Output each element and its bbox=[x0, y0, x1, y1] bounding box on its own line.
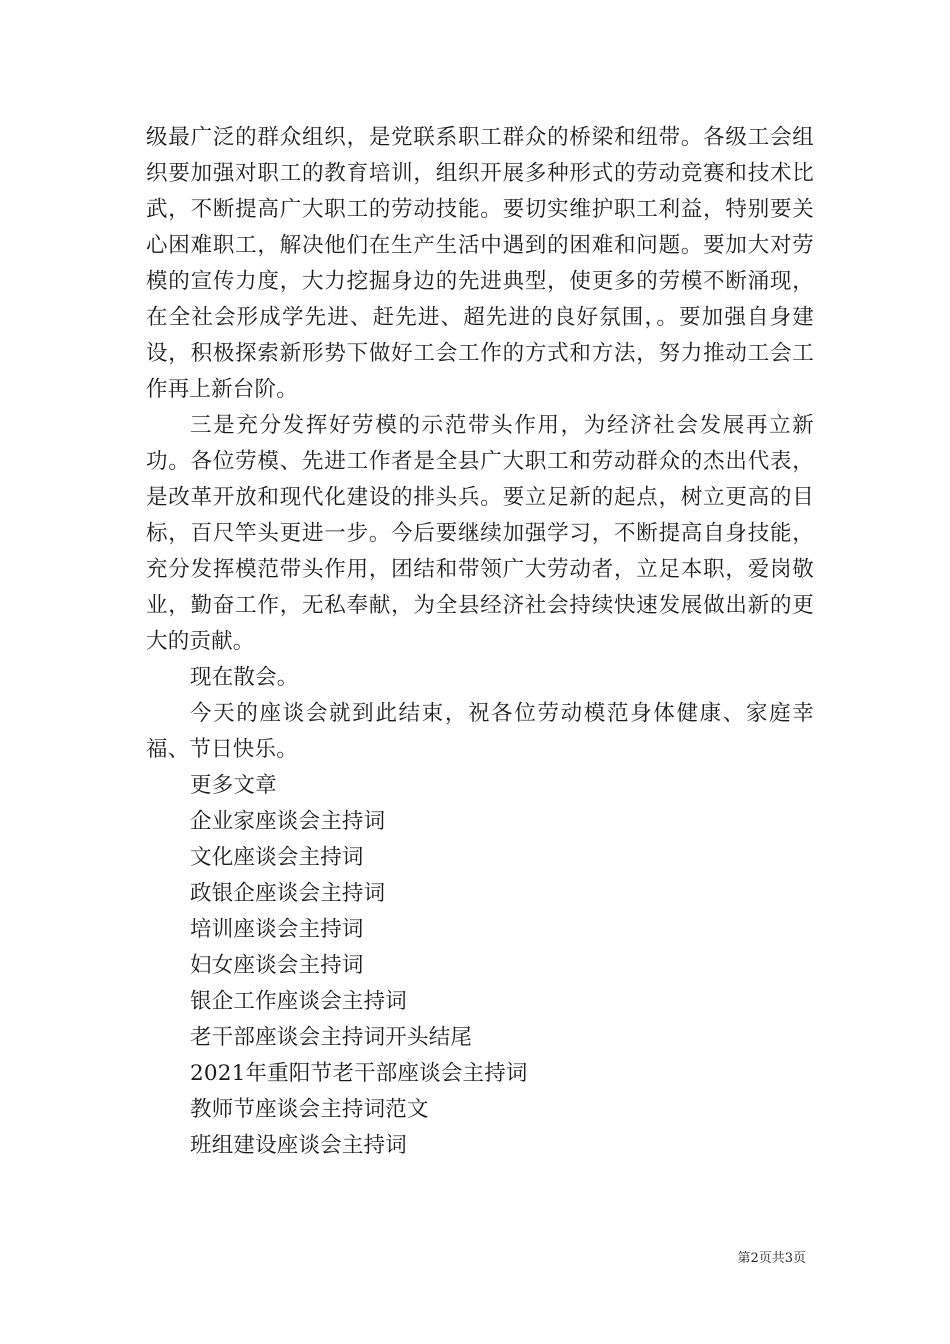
article-link[interactable]: 教师节座谈会主持词范文 bbox=[190, 1097, 429, 1122]
article-link[interactable]: 培训座谈会主持词 bbox=[190, 917, 364, 942]
document-body bbox=[146, 120, 814, 1164]
paragraph-union-work: 级最广泛的群众组织，是党联系职工群众的桥梁和纽带。各级工会组织要加强对职工的教育培训，组织开展多种形式的劳动竞赛和技术比武，不断提高广大职工的劳动技能。要切实维护职工利益，特别要关心困难职工，解决他们在生产生活中遇到的困难和问题。要加大对劳模的宣传力度，大力挖掘身边的先进典型，使更多的劳模不断涌现，在全社会形成学先进、赶先进、超先进的良好氛围，。要加强自身建设，积极探索新形势下做好工会工作的方式和方法，努力推动工会工作再上新台阶。 bbox=[146, 125, 814, 402]
article-link[interactable]: 班组建设座谈会主持词 bbox=[190, 1133, 408, 1158]
paragraph-model-workers: 三是充分发挥好劳模的示范带头作用，为经济社会发展再立新功。各位劳模、先进工作者是全县广大职工和劳动群众的杰出代表，是改革开放和现代化建设的排头兵。要立足新的起点，树立更高的目标，百尺竿头更进一步。今后要继续加强学习，不断提高自身技能，充分发挥模范带头作用，团结和带领广大劳动者，立足本职，爱岗敬业，勤奋工作，无私奉献，为全县经济社会持续快速发展做出新的更大的贡献。 bbox=[146, 413, 814, 654]
more-articles-heading: 更多文章 bbox=[190, 773, 277, 798]
paragraph-adjourn: 现在散会。 bbox=[190, 665, 299, 690]
article-link[interactable]: 银企工作座谈会主持词 bbox=[190, 989, 408, 1014]
article-link[interactable]: 老干部座谈会主持词开头结尾 bbox=[190, 1025, 473, 1050]
paragraph-closing: 今天的座谈会就到此结束，祝各位劳动模范身体健康、家庭幸福、节日快乐。 bbox=[146, 701, 814, 762]
page-number-footer: 第2页共3页 bbox=[737, 1251, 806, 1266]
more-articles-list bbox=[146, 804, 814, 1164]
article-link[interactable]: 文化座谈会主持词 bbox=[190, 845, 364, 870]
article-link[interactable]: 企业家座谈会主持词 bbox=[190, 809, 386, 834]
article-link[interactable]: 2021年重阳节老干部座谈会主持词 bbox=[190, 1061, 528, 1086]
article-link[interactable]: 政银企座谈会主持词 bbox=[190, 881, 386, 906]
article-link[interactable]: 妇女座谈会主持词 bbox=[190, 953, 364, 978]
